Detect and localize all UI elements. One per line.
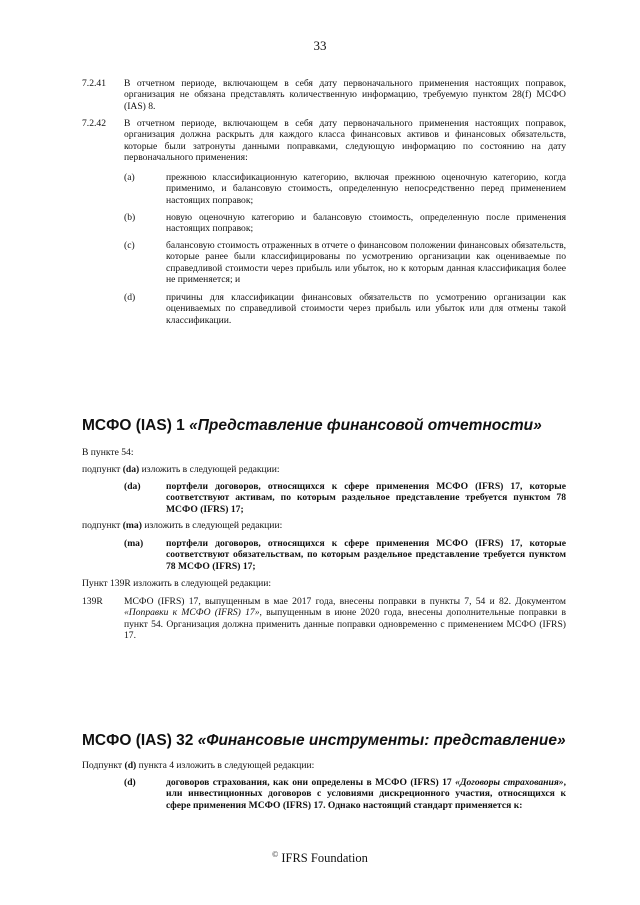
subparagraph-label-da: (da) [124,481,141,492]
section-heading-ias-1 [82,417,542,435]
ias1-da-instruction: подпункт (da) изложить в следующей редакции: [82,464,280,475]
copyright-symbol: © [272,850,279,859]
list-item-label-a: (a) [124,172,135,183]
list-item-c: балансовую стоимость отраженных в отчете о финансовом положении финансовых обязательств, которые ранее были классифицированы по усмотрению организации как оцениваемые по справедливой стоимости через прибыль или убыток, но к которым данная классификация более не применяется; и [166,240,566,286]
heading-title: «Представление финансовой отчетности» [189,417,542,434]
footer-copyright [0,850,640,866]
list-item-label-d: (d) [124,292,136,303]
paragraph-7-2-42: В отчетном периоде, включающем в себя дату первоначального применения настоящих поправок, организация должна раскрыть для каждого класса финансовых активов и финансовых обязательств, которые были затронуты данными поправками, следующую информацию по состоянию на дату первоначального применения: [124,118,566,164]
subparagraph-label-d: (d) [124,777,136,788]
list-item-label-b: (b) [124,212,136,223]
heading-title: «Финансовые инструменты: представление» [197,732,566,749]
paragraph-7-2-41: В отчетном периоде, включающем в себя дату первоначального применения настоящих поправок, организация не обязана представлять количественную информацию, требуемую пунктом 28(f) МСФО (IAS) 8. [124,78,566,112]
ias1-ma-instruction: подпункт (ma) изложить в следующей редакции: [82,520,283,531]
section-heading-ias-32 [82,732,566,750]
list-item-label-c: (c) [124,240,135,251]
paragraph-number-139r: 139R [82,596,103,607]
ias32-instruction: Подпункт (d) пункта 4 изложить в следующей редакции: [82,760,315,771]
paragraph-number-7-2-42: 7.2.42 [82,118,106,129]
list-item-d: причины для классификации финансовых обязательств по усмотрению организации как оцениваемых по справедливой стоимости через прибыль или убыток или для отмены такой классификации. [166,292,566,326]
heading-prefix: МСФО (IAS) 1 [82,417,190,434]
paragraph-139r: МСФО (IFRS) 17, выпущенным в мае 2017 года, внесены поправки в пункты 7, 54 и 82. Документом «Поправки к МСФО (IFRS) 17», выпущенным в июне 2020 года, внесены дополнительные поправки в пункт 54. Организация должна применить данные поправки одновременно с применением МСФО (IFRS) 17. [124,596,566,642]
list-item-a: прежнюю классификационную категорию, включая прежнюю оценочную категорию, когда применимо, и балансовую стоимость, определенную непосредственно перед применением настоящих поправок; [166,172,566,206]
paragraph-number-7-2-41: 7.2.41 [82,78,106,89]
footer-text: IFRS Foundation [278,851,368,865]
subparagraph-ma: портфели договоров, относящихся к сфере применения МСФО (IFRS) 17, которые соответствуют обязательствам, по которым раздельное представление требуется пунктом 78 МСФО (IFRS) 17; [166,538,566,572]
page-number: 33 [313,38,327,53]
ias1-139r-instruction: Пункт 139R изложить в следующей редакции: [82,578,272,589]
subparagraph-d: договоров страхования, как они определены в МСФО (IFRS) 17 «Договоры страхования», или инвестиционных договоров с условиями дискреционного участия, относящихся к сфере применения МСФО (IFRS) 17. Однако настоящий стандарт применяется к: [166,777,566,811]
subparagraph-da: портфели договоров, относящихся к сфере применения МСФО (IFRS) 17, которые соответствуют активам, по которым раздельное представление требуется пунктом 78 МСФО (IFRS) 17; [166,481,566,515]
heading-prefix: МСФО (IAS) 32 [82,732,198,749]
ias1-intro: В пункте 54: [82,447,134,458]
subparagraph-label-ma: (ma) [124,538,144,549]
list-item-b: новую оценочную категорию и балансовую стоимость, определенную после применения настоящих поправок; [166,212,566,235]
